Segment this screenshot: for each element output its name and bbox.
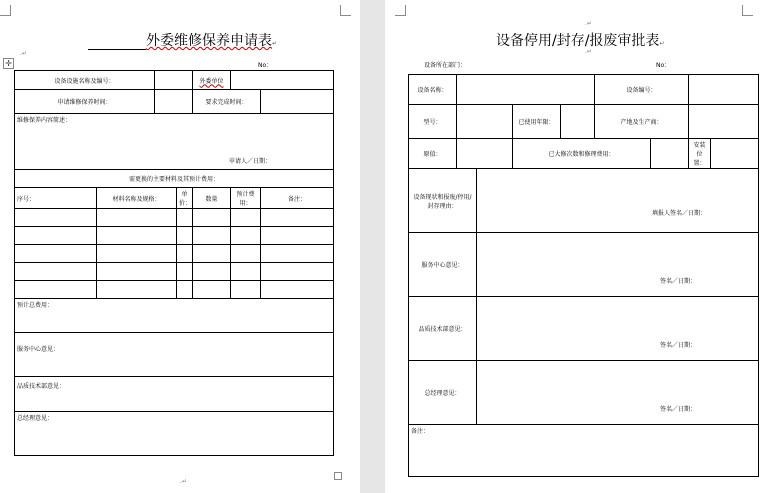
sign-date: 签名／日期： xyxy=(660,406,697,413)
quality-dept-label: 品质技术部意见： xyxy=(17,383,66,390)
left-form-table xyxy=(14,70,334,456)
contractor-label: 外委单位 xyxy=(193,71,231,90)
right-form-table xyxy=(408,74,759,477)
col-header-cost: 预计费用： xyxy=(231,188,261,209)
table-row[interactable] xyxy=(15,281,97,299)
r-remark-cell[interactable] xyxy=(409,425,759,477)
equipment-name-label: 设备设施名称及编号： xyxy=(15,71,155,90)
crop-mark xyxy=(742,5,753,16)
service-center-label: 服务中心意见： xyxy=(17,346,60,353)
para-mark: .↵ xyxy=(585,20,592,27)
r-quality-dept-label: 品质技术部意见： xyxy=(409,297,477,361)
repair-time-label: 申请维修保养时间： xyxy=(15,90,155,114)
r-service-center-label: 服务中心意见： xyxy=(409,233,477,297)
right-title-text: 设备停用/封存/报废审批表 xyxy=(496,33,660,49)
table-row[interactable] xyxy=(15,227,97,245)
model-value[interactable] xyxy=(457,105,513,139)
left-no-label: No： xyxy=(258,62,273,69)
est-cost-cell[interactable] xyxy=(15,299,334,333)
years-value[interactable] xyxy=(561,105,595,139)
complete-time-value[interactable] xyxy=(261,90,334,114)
reporter-sign: 填报人签名／日期： xyxy=(652,210,707,217)
left-title-text: 外委维修保养申请表 xyxy=(146,33,272,49)
complete-time-label: 要求完成时间： xyxy=(193,90,261,114)
dept-label: 设备所在部门： xyxy=(424,62,467,69)
crop-mark xyxy=(395,5,406,16)
origin-value[interactable] xyxy=(689,105,759,139)
r-remark-label: 备注： xyxy=(411,428,430,435)
equip-no-label: 设备编号： xyxy=(595,75,689,105)
para-mark: .↵ xyxy=(180,478,187,485)
equipment-name-value[interactable] xyxy=(155,71,193,90)
gm-opinion-cell[interactable] xyxy=(15,412,334,456)
r-gm-opinion-cell[interactable] xyxy=(477,361,759,425)
col-header-remark: 备注： xyxy=(261,188,334,209)
col-header-qty: 数量 xyxy=(193,188,231,209)
content-label: 维修保养内容简述： xyxy=(17,117,72,124)
sign-date: 签名／日期： xyxy=(660,342,697,349)
col-header-price: 单价： xyxy=(177,188,193,209)
equip-name-label: 设备名称： xyxy=(409,75,457,105)
r-gm-opinion-label: 总经理意见： xyxy=(409,361,477,425)
overhaul-value[interactable] xyxy=(651,139,689,169)
para-mark: .↵ xyxy=(20,50,27,57)
r-quality-dept-cell[interactable] xyxy=(477,297,759,361)
service-center-cell[interactable] xyxy=(15,333,334,377)
table-resize-handle[interactable] xyxy=(334,472,342,480)
reason-cell[interactable] xyxy=(477,169,759,233)
orig-value-value[interactable] xyxy=(457,139,513,169)
left-title: 外委维修保养申请表↵ xyxy=(88,30,277,50)
table-row[interactable] xyxy=(15,209,97,227)
overhaul-label: 已大修次数和修理费用： xyxy=(513,139,651,169)
repair-time-value[interactable] xyxy=(155,90,193,114)
para-mark: .↵ xyxy=(585,48,592,55)
equip-name-value[interactable] xyxy=(457,75,595,105)
table-row[interactable] xyxy=(15,245,97,263)
table-move-handle[interactable]: ✛ xyxy=(3,58,14,69)
reason-label: 设备现状和报废/停用/封存理由： xyxy=(409,169,477,233)
equip-no-value[interactable] xyxy=(689,75,759,105)
orig-value-label: 原值： xyxy=(409,139,457,169)
gm-opinion-label: 总经理意见： xyxy=(17,415,54,422)
r-service-center-cell[interactable] xyxy=(477,233,759,297)
crop-mark xyxy=(340,5,351,16)
install-value[interactable] xyxy=(711,139,759,169)
install-label: 安装位置： xyxy=(689,139,711,169)
title-blank-line xyxy=(88,39,146,50)
est-cost-label: 预计总费用： xyxy=(17,302,54,309)
content-cell[interactable] xyxy=(15,114,334,170)
right-no-label: No： xyxy=(656,62,671,69)
applicant-sign: 申请人／日期： xyxy=(229,158,272,165)
quality-dept-cell[interactable] xyxy=(15,377,334,412)
materials-title: 需更换的主要材料及其预计费用： xyxy=(15,170,334,188)
col-header-no: 序号： xyxy=(15,188,97,209)
model-label: 型号： xyxy=(409,105,457,139)
years-label: 已使用年限： xyxy=(513,105,561,139)
crop-mark xyxy=(0,5,11,16)
table-row[interactable] xyxy=(15,263,97,281)
sign-date: 签名／日期： xyxy=(660,278,697,285)
origin-label: 产地及生产商： xyxy=(595,105,689,139)
contractor-value[interactable] xyxy=(231,71,334,90)
right-title: 设备停用/封存/报废审批表↵ xyxy=(496,33,665,49)
page-gap xyxy=(360,0,385,493)
col-header-material: 材料名称及规格： xyxy=(97,188,177,209)
